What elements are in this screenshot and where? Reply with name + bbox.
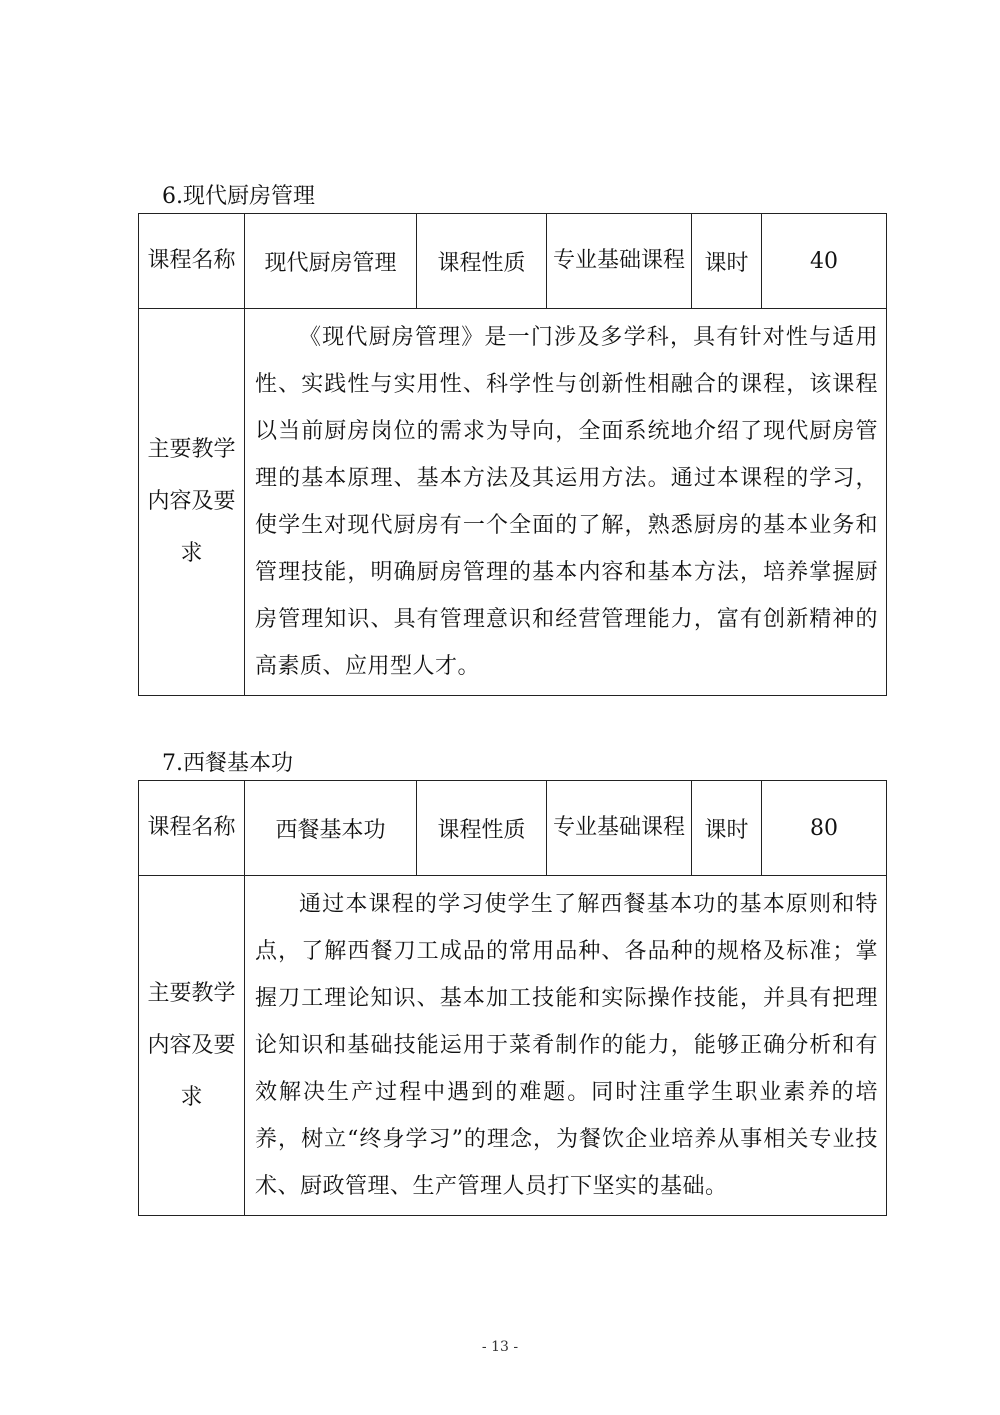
course-name-label: 课程名称 (139, 781, 245, 876)
course-hours-value: 80 (762, 781, 887, 876)
course-hours-label: 课时 (692, 781, 762, 876)
course-nature-value: 专业基础课程 (547, 214, 692, 309)
course-name-value: 现代厨房管理 (245, 214, 417, 309)
course-hours-label: 课时 (692, 214, 762, 309)
page-number: - 13 - (481, 1339, 519, 1355)
content-text: 《现代厨房管理》是一门涉及多学科，具有针对性与适用性、实践性与实用性、科学性与创新性相融合的课程，该课程以当前厨房岗位的需求为导向，全面系统地介绍了现代厨房管理的基本原理、基本方法及其运用方法。通过本课程的学习，使学生对现代厨房有一个全面的了解，熟悉厨房的基本业务和管理技能，明确厨房管理的基本内容和基本方法，培养掌握厨房管理知识、具有管理意识和经营管理能力，富有创新精神的高素质、应用型人才。 (255, 325, 878, 679)
course-nature-label: 课程性质 (417, 781, 547, 876)
section-title: 7.西餐基本功 (162, 751, 293, 776)
content-cell (245, 309, 887, 696)
section-title: 6.现代厨房管理 (162, 184, 315, 209)
course-table (138, 213, 887, 696)
content-label: 主要教学内容及要求 (139, 876, 245, 1216)
course-hours-value: 40 (762, 214, 887, 309)
content-label: 主要教学内容及要求 (139, 309, 245, 696)
course-nature-value: 专业基础课程 (547, 781, 692, 876)
course-name-value: 西餐基本功 (245, 781, 417, 876)
content-cell (245, 876, 887, 1216)
course-table (138, 780, 887, 1216)
content-text: 通过本课程的学习使学生了解西餐基本功的基本原则和特点，了解西餐刀工成品的常用品种、各品种的规格及标准；掌握刀工理论知识、基本加工技能和实际操作技能，并具有把理论知识和基础技能运用于菜肴制作的能力，能够正确分析和有效解决生产过程中遇到的难题。同时注重学生职业素养的培养，树立“终身学习”的理念，为餐饮企业培养从事相关专业技术、厨政管理、生产管理人员打下坚实的基础。 (255, 892, 878, 1199)
course-nature-label: 课程性质 (417, 214, 547, 309)
course-name-label: 课程名称 (139, 214, 245, 309)
